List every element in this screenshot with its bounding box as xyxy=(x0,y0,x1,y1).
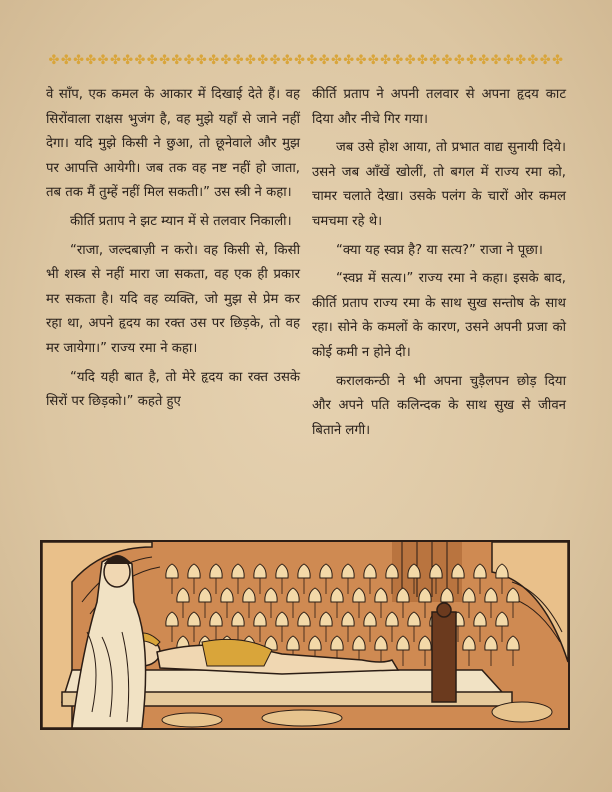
border-ornament-icon: ✤ xyxy=(552,52,563,68)
border-ornament-icon: ✤ xyxy=(331,52,342,68)
paragraph: करालकन्ठी ने भी अपना चुड़ैलपन छोड़ दिया और अपने पति कलिन्दक के साथ सुख से जीवन बिताने लगी। xyxy=(312,373,566,438)
border-ornament-icon: ✤ xyxy=(97,52,109,68)
border-ornament-icon: ✤ xyxy=(367,52,379,68)
border-ornament-icon: ✤ xyxy=(294,52,306,68)
border-ornament-icon: ✤ xyxy=(109,52,121,68)
border-ornament-icon: ✤ xyxy=(515,52,527,68)
border-ornament-icon: ✤ xyxy=(257,52,269,68)
border-ornament-icon: ✤ xyxy=(355,52,367,68)
border-ornament-icon: ✤ xyxy=(343,52,355,68)
border-ornament-icon: ✤ xyxy=(490,52,502,68)
paragraph: कीर्ति प्रताप ने अपनी तलवार से अपना हृदय काट दिया और नीचे गिर गया। xyxy=(312,87,566,127)
border-ornament-icon: ✤ xyxy=(502,52,514,68)
border-ornament-icon: ✤ xyxy=(429,52,441,68)
paragraph: “क्या यह स्वप्न है? या सत्य?” राजा ने पूछा। xyxy=(336,242,543,258)
border-ornament-icon: ✤ xyxy=(539,52,551,68)
border-ornament-icon: ✤ xyxy=(73,52,85,68)
paragraph: “स्वप्न में सत्य।” राज्य रमा ने कहा। इसके बाद, कीर्ति प्रताप राज्य रमा के साथ सुख सन्तोष के साथ रहा। सोने के कमलों के कारण, उसने अपनी प्रजा को कोई कमी न होने दी। xyxy=(312,271,566,360)
border-ornament-icon: ✤ xyxy=(466,52,478,68)
border-ornament-icon: ✤ xyxy=(232,52,244,68)
border-ornament-icon: ✤ xyxy=(441,52,453,68)
border-ornament-icon: ✤ xyxy=(245,52,256,68)
border-ornament-icon: ✤ xyxy=(159,52,170,68)
border-ornament-icon: ✤ xyxy=(122,52,134,68)
border-ornament-icon: ✤ xyxy=(85,52,97,68)
paragraph: जब उसे होश आया, तो प्रभात वाद्य सुनायी दिये। उसने जब आँखें खोलीं, तो बगल में राज्य रमा को, चामर चलाते देखा। उसके पलंग के चारों ओर कमल चमचमा रहे थे। xyxy=(312,140,566,229)
border-ornament-icon: ✤ xyxy=(183,52,195,68)
border-ornament-icon: ✤ xyxy=(208,52,220,68)
border-ornament-icon: ✤ xyxy=(453,52,465,68)
border-ornament-icon: ✤ xyxy=(281,52,293,68)
border-ornament-icon: ✤ xyxy=(527,52,539,68)
border-ornament-icon: ✤ xyxy=(478,52,490,68)
border-ornament-icon: ✤ xyxy=(195,52,207,68)
paragraph: “राजा, जल्दबाज़ी न करो। वह किसी से, किसी भी शस्त्र से नहीं मारा जा सकता, वह एक ही प्रकार मर सकता है। यदि वह व्यक्ति, जो मुझ से प्रेम कर रहा था, अपने हृदय का रक्त उस पर छिड़के, तो वह मर जायेगा।” राज्य रमा ने कहा। xyxy=(46,242,300,356)
border-ornament-icon: ✤ xyxy=(48,52,60,68)
border-ornament-icon: ✤ xyxy=(306,52,318,68)
illustration-panel xyxy=(40,540,570,730)
border-ornament-icon: ✤ xyxy=(392,52,404,68)
bedside-scene-illustration xyxy=(42,542,568,728)
border-ornament-icon: ✤ xyxy=(416,52,428,68)
border-ornament-icon: ✤ xyxy=(60,52,72,68)
border-ornament-icon: ✤ xyxy=(269,52,281,68)
border-ornament-icon: ✤ xyxy=(318,52,330,68)
border-ornament-icon: ✤ xyxy=(146,52,158,68)
left-text-column xyxy=(46,83,300,419)
right-text-column xyxy=(312,83,566,447)
border-ornament-icon: ✤ xyxy=(380,52,392,68)
border-ornament-icon: ✤ xyxy=(220,52,232,68)
paragraph: वे साँप, एक कमल के आकार में दिखाई देते हैं। वह सिरोंवाला राक्षस भुजंग है, वह मुझे यहाँ से जाने नहीं देगा। यदि मुझे किसी ने छुआ, तो छूनेवाले और मुझ पर आपत्ति आयेगी। जब तक वह नष्ट नहीं हो जाता, तब तक मैं तुम्हें नहीं मिल सकती।” उस स्त्री ने कहा। xyxy=(46,87,300,201)
paragraph: “यदि यही बात है, तो मेरे हृदय का रक्त उसके सिरों पर छिड़को।” कहते हुए xyxy=(46,369,300,410)
border-ornament-icon: ✤ xyxy=(404,52,416,68)
border-ornament-icon: ✤ xyxy=(134,52,146,68)
paragraph: कीर्ति प्रताप ने झट म्यान में से तलवार निकाली। xyxy=(70,213,292,229)
border-ornament-icon: ✤ xyxy=(171,52,183,68)
decorative-border xyxy=(48,51,564,69)
